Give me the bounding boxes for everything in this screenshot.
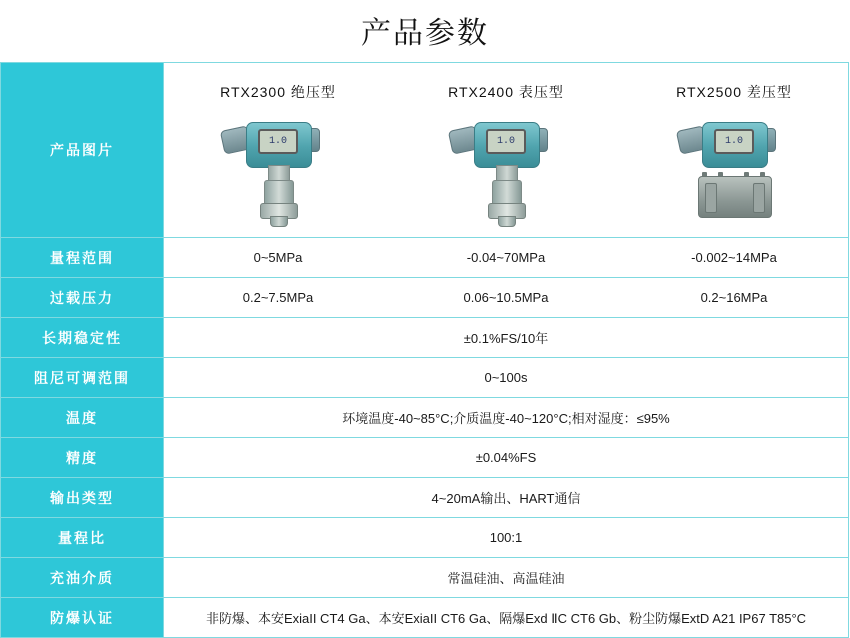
value-cell: 0~5MPa — [253, 250, 303, 265]
row-value-fill-fluid: 常温硅油、高温硅油 — [164, 558, 849, 598]
row-value-output: 4~20mA输出、HART通信 — [164, 478, 849, 518]
product-type: 差压型 — [746, 84, 792, 100]
product-model: RTX2300 — [220, 84, 286, 100]
process-connection-tip — [270, 216, 288, 227]
row-label-explosion-proof: 防爆认证 — [1, 598, 164, 638]
table-row-explosion-proof — [1, 598, 849, 638]
value-cell: 0.06~10.5MPa — [463, 290, 549, 305]
transmitter-illustration — [674, 106, 794, 226]
product-caption — [392, 82, 620, 102]
row-value-explosion-proof: 非防爆、本安ExiaII CT4 Ga、本安ExiaII CT6 Ga、隔爆Exd ⅡC CT6 Gb、粉尘防爆ExtD A21 IP67 T85°C — [164, 598, 849, 638]
row-label-range: 量程范围 — [1, 238, 164, 278]
lcd-display: 1.0 — [258, 129, 298, 154]
row-values-overload — [164, 278, 849, 318]
differential-flange-body — [698, 176, 772, 218]
row-value-accuracy: ±0.04%FS — [164, 438, 849, 478]
three-column-values — [164, 280, 848, 315]
product-list — [164, 74, 848, 226]
row-label-fill-fluid: 充油介质 — [1, 558, 164, 598]
product-type: 绝压型 — [290, 84, 336, 100]
table-row-output — [1, 478, 849, 518]
row-value-temperature: 环境温度-40~85°C;介质温度-40~120°C;相对湿度：≤95% — [164, 398, 849, 438]
table-row-stability — [1, 318, 849, 358]
value-cell: -0.002~14MPa — [691, 250, 777, 265]
row-value-turndown: 100:1 — [164, 518, 849, 558]
value-cell: 0.2~16MPa — [700, 290, 768, 305]
row-label-output: 输出类型 — [1, 478, 164, 518]
row-label-damping: 阻尼可调范围 — [1, 358, 164, 398]
page-title: 产品参数 — [361, 17, 489, 50]
product-model: RTX2500 — [676, 84, 742, 100]
row-label-turndown: 量程比 — [1, 518, 164, 558]
product-images-cell — [164, 63, 849, 238]
transmitter-illustration — [218, 106, 338, 226]
row-values-range — [164, 238, 849, 278]
table-row-accuracy — [1, 438, 849, 478]
table-row-fill-fluid — [1, 558, 849, 598]
table-row-turndown — [1, 518, 849, 558]
row-value-stability: ±0.1%FS/10年 — [164, 318, 849, 358]
transmitter-illustration — [446, 106, 566, 226]
row-label-accuracy: 精度 — [1, 438, 164, 478]
product-caption — [620, 82, 848, 102]
table-row-damping — [1, 358, 849, 398]
table-row-temperature — [1, 398, 849, 438]
product-rtx2400 — [392, 74, 620, 226]
product-rtx2500 — [620, 74, 848, 226]
row-label-temperature: 温度 — [1, 398, 164, 438]
row-label-overload: 过载压力 — [1, 278, 164, 318]
three-column-values — [164, 240, 848, 275]
process-connection-tip — [498, 216, 516, 227]
table-row-product-images — [1, 63, 849, 238]
lcd-display: 1.0 — [714, 129, 754, 154]
table-row-overload — [1, 278, 849, 318]
lcd-display: 1.0 — [486, 129, 526, 154]
product-rtx2300 — [164, 74, 392, 226]
value-cell: 0.2~7.5MPa — [242, 290, 314, 305]
product-type: 表压型 — [518, 84, 564, 100]
spec-table — [0, 62, 849, 638]
value-cell: -0.04~70MPa — [466, 250, 546, 265]
row-value-damping: 0~100s — [164, 358, 849, 398]
product-caption — [164, 82, 392, 102]
row-label-product-images: 产品图片 — [1, 63, 164, 238]
product-model: RTX2400 — [448, 84, 514, 100]
table-row-range — [1, 238, 849, 278]
row-label-stability: 长期稳定性 — [1, 318, 164, 358]
